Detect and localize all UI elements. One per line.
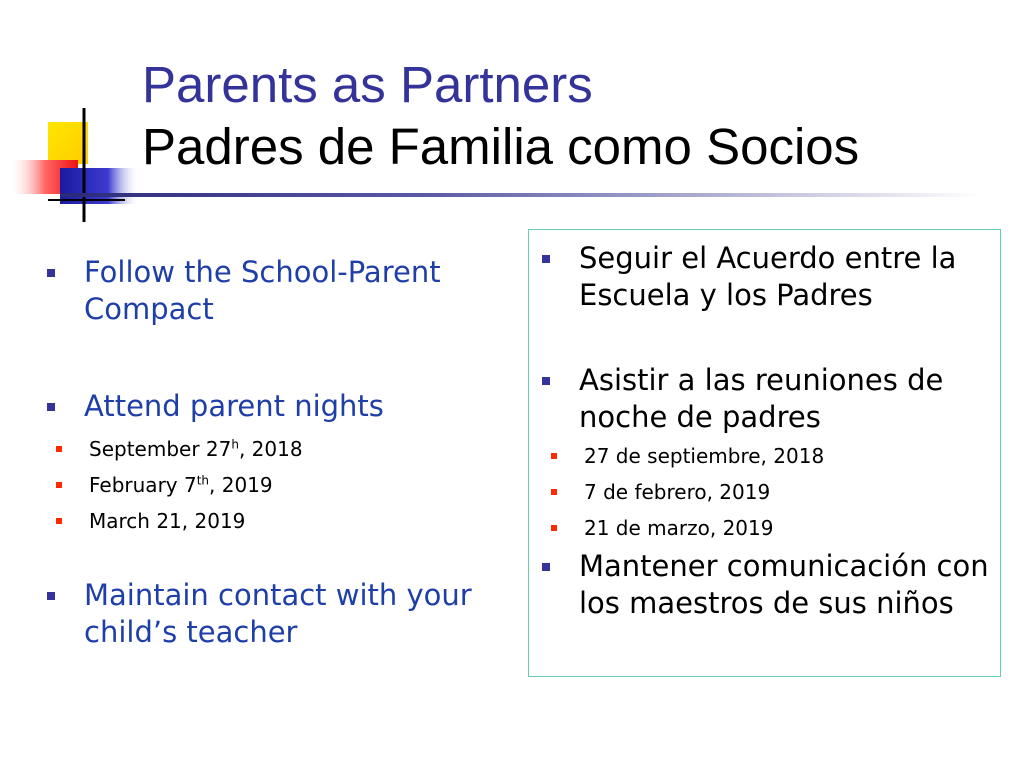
- list-item: [539, 548, 1000, 622]
- spanish-column-box: [528, 229, 1001, 677]
- square-bullet-icon: [542, 377, 550, 385]
- sub-list-item: February 7th, 2019: [44, 467, 514, 503]
- sub-list-item: 21 de marzo, 2019: [539, 510, 1000, 546]
- bullet-text: Attend parent nights: [84, 389, 384, 423]
- small-square-bullet-icon: [551, 489, 557, 495]
- square-bullet-icon: [47, 592, 55, 600]
- spanish-bullet-list: [539, 240, 1000, 622]
- bullet-text: Maintain contact with your child’s teacher: [84, 578, 472, 649]
- small-square-bullet-icon: [56, 446, 62, 452]
- sub-bullet-list: [44, 431, 514, 539]
- list-item: [539, 240, 1000, 314]
- small-square-bullet-icon: [551, 525, 557, 531]
- english-bullet-list: [44, 254, 514, 651]
- list-item: [44, 577, 514, 651]
- sub-list-item: 27 de septiembre, 2018: [539, 438, 1000, 474]
- small-square-bullet-icon: [551, 453, 557, 459]
- title-spanish: Padres de Familia como Socios: [142, 118, 860, 175]
- small-square-bullet-icon: [56, 518, 62, 524]
- title-divider: [60, 193, 980, 197]
- sub-list-item: March 21, 2019: [44, 503, 514, 539]
- list-item: [44, 254, 514, 328]
- bullet-text: Seguir el Acuerdo entre la Escuela y los Padres: [579, 241, 957, 312]
- square-bullet-icon: [542, 563, 550, 571]
- bullet-text: Mantener comunicación con los maestros de sus niños: [579, 549, 989, 620]
- title-english: Parents as Partners: [142, 56, 593, 113]
- bullet-text: Asistir a las reuniones de noche de padres: [579, 363, 944, 434]
- list-item: [539, 362, 1000, 546]
- square-bullet-icon: [47, 403, 55, 411]
- small-square-bullet-icon: [56, 482, 62, 488]
- list-item: [44, 388, 514, 539]
- sub-list-item: 7 de febrero, 2019: [539, 474, 1000, 510]
- english-column: [44, 254, 514, 651]
- bullet-text: Follow the School-Parent Compact: [84, 255, 441, 326]
- slide-title: [142, 54, 859, 178]
- square-bullet-icon: [47, 269, 55, 277]
- square-bullet-icon: [542, 255, 550, 263]
- sub-bullet-list: [539, 438, 1000, 546]
- sub-list-item: September 27$^h$, 2018: [44, 431, 514, 467]
